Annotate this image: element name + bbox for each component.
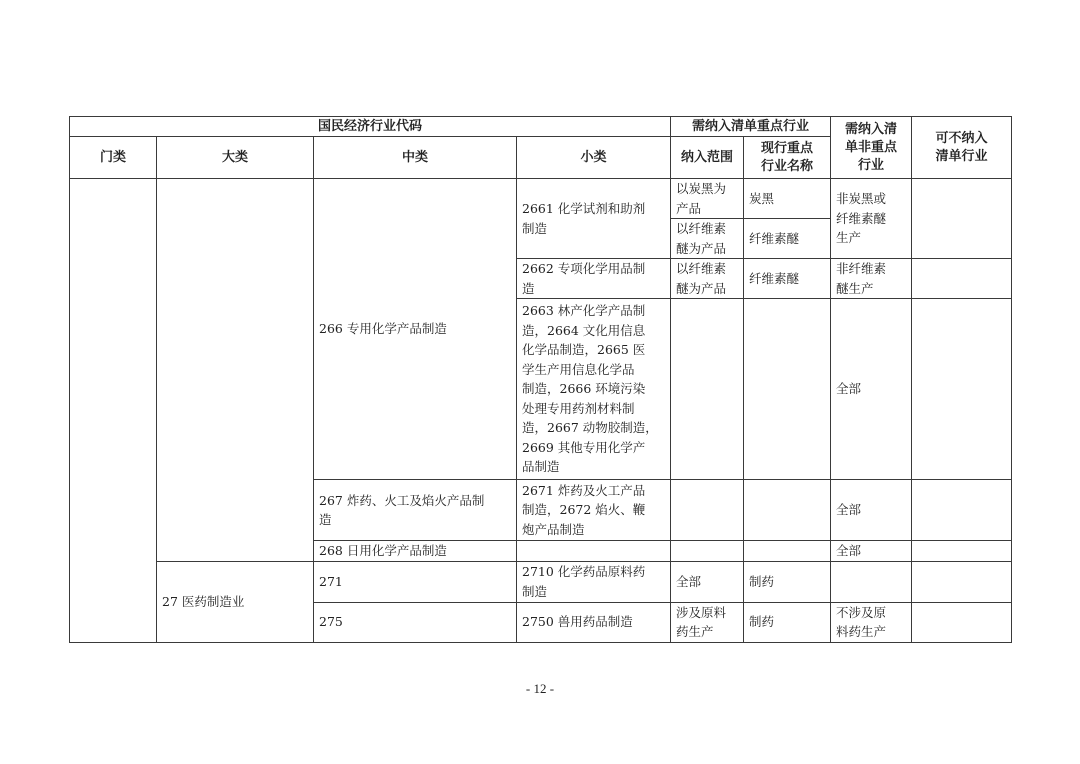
cell-xiao-2662: 2662 专项化学用品制 造 [517,259,671,299]
table-row [70,561,1012,602]
cell-scope-2661b: 以纤维素 醚为产品 [671,219,744,259]
cell-zhong-267: 267 炸药、火工及焰火产品制 造 [314,480,517,541]
cell-scope-268 [671,541,744,562]
cell-name-2661b: 纤维素醚 [744,219,831,259]
header-da: 大类 [157,137,314,179]
cell-optional-268 [912,541,1012,562]
cell-optional-275 [912,602,1012,642]
header-zhong: 中类 [314,137,517,179]
cell-optional-2661 [912,179,1012,259]
cell-da-empty [157,179,314,562]
cell-name-266x [744,299,831,480]
cell-xiao-271: 2710 化学药品原料药 制造 [517,561,671,602]
cell-nonkey-268: 全部 [831,541,912,562]
cell-xiao-266x: 2663 林产化学产品制 造，2664 文化用信息 化学品制造，2665 医 学生产用信息化学品 制造，2666 环境污染 处理专用药剂材料制 造，2667 动物胶制造， 2669 其他专用化学产 品制造 [517,299,671,480]
header-xiao: 小类 [517,137,671,179]
cell-optional-271 [912,561,1012,602]
cell-nonkey-266x: 全部 [831,299,912,480]
cell-name-271: 制药 [744,561,831,602]
cell-scope-2661a: 以炭黑为 产品 [671,179,744,219]
cell-scope-275: 涉及原料 药生产 [671,602,744,642]
cell-name-268 [744,541,831,562]
cell-xiao-2661: 2661 化学试剂和助剂 制造 [517,179,671,259]
cell-xiao-275: 2750 兽用药品制造 [517,602,671,642]
cell-scope-2662: 以纤维素 醚为产品 [671,259,744,299]
header-keyname: 现行重点 行业名称 [744,137,831,179]
cell-name-2662: 纤维素醚 [744,259,831,299]
cell-name-2661a: 炭黑 [744,179,831,219]
industry-code-table [69,116,1012,643]
header-optional-industry: 可不纳入 清单行业 [912,117,1012,179]
header-key-industry: 需纳入清单重点行业 [671,117,831,137]
cell-nonkey-275: 不涉及原 料药生产 [831,602,912,642]
cell-nonkey-267: 全部 [831,480,912,541]
header-national-code: 国民经济行业代码 [70,117,671,137]
cell-xiao-267: 2671 炸药及火工产品 制造，2672 焰火、鞭 炮产品制造 [517,480,671,541]
cell-optional-2662 [912,259,1012,299]
cell-scope-271: 全部 [671,561,744,602]
cell-scope-267 [671,480,744,541]
cell-optional-267 [912,480,1012,541]
cell-xiao-268 [517,541,671,562]
cell-zhong-275: 275 [314,602,517,642]
header-nonkey-industry: 需纳入清 单非重点 行业 [831,117,912,179]
cell-zhong-271: 271 [314,561,517,602]
cell-name-267 [744,480,831,541]
header-scope: 纳入范围 [671,137,744,179]
cell-optional-266x [912,299,1012,480]
cell-da-27: 27 医药制造业 [157,561,314,642]
cell-zhong-266: 266 专用化学产品制造 [314,179,517,480]
table-row [70,179,1012,219]
cell-nonkey-271 [831,561,912,602]
cell-name-275: 制药 [744,602,831,642]
cell-nonkey-2661: 非炭黑或 纤维素醚 生产 [831,179,912,259]
page-number: - 12 - [525,681,555,696]
header-men: 门类 [70,137,157,179]
cell-zhong-268: 268 日用化学产品制造 [314,541,517,562]
cell-scope-266x [671,299,744,480]
cell-men-empty [70,179,157,643]
cell-nonkey-2662: 非纤维素 醚生产 [831,259,912,299]
